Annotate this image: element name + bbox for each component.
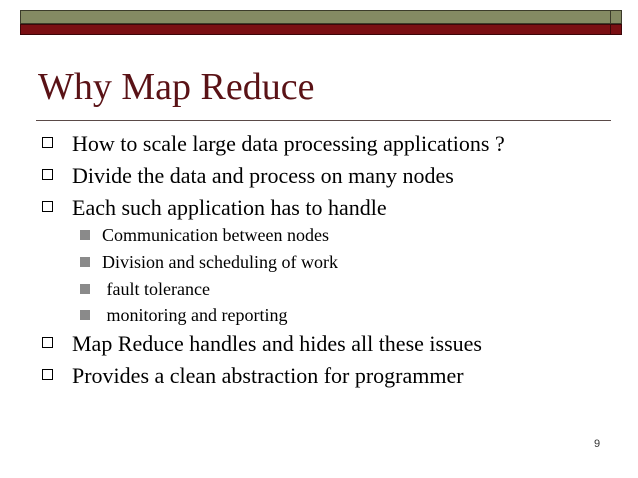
- hollow-square-bullet-icon: [42, 369, 53, 380]
- filled-square-bullet-icon: [80, 284, 90, 294]
- filled-square-bullet-icon: [80, 230, 90, 240]
- hollow-square-bullet-icon: [42, 137, 53, 148]
- hollow-square-bullet-icon: [42, 337, 53, 348]
- page-number: 9: [594, 438, 601, 450]
- sub-bullet-text: monitoring and reporting: [102, 305, 288, 325]
- hollow-square-bullet-icon: [42, 201, 53, 212]
- bullet-text: Each such application has to handle: [72, 195, 387, 220]
- bullet-text: Provides a clean abstraction for programmer: [72, 363, 464, 388]
- bullet-text: Map Reduce handles and hides all these issues: [72, 331, 482, 356]
- bullet-text: Divide the data and process on many nodes: [72, 163, 454, 188]
- filled-square-bullet-icon: [80, 310, 90, 320]
- sub-bullet-text: Communication between nodes: [102, 225, 329, 245]
- bullet-text: How to scale large data processing applications ?: [72, 131, 505, 156]
- hollow-square-bullet-icon: [42, 169, 53, 180]
- sub-bullet-text: fault tolerance: [102, 279, 210, 299]
- slide-title: Why Map Reduce: [38, 66, 315, 108]
- sub-bullet-text: Division and scheduling of work: [102, 252, 338, 272]
- filled-square-bullet-icon: [80, 257, 90, 267]
